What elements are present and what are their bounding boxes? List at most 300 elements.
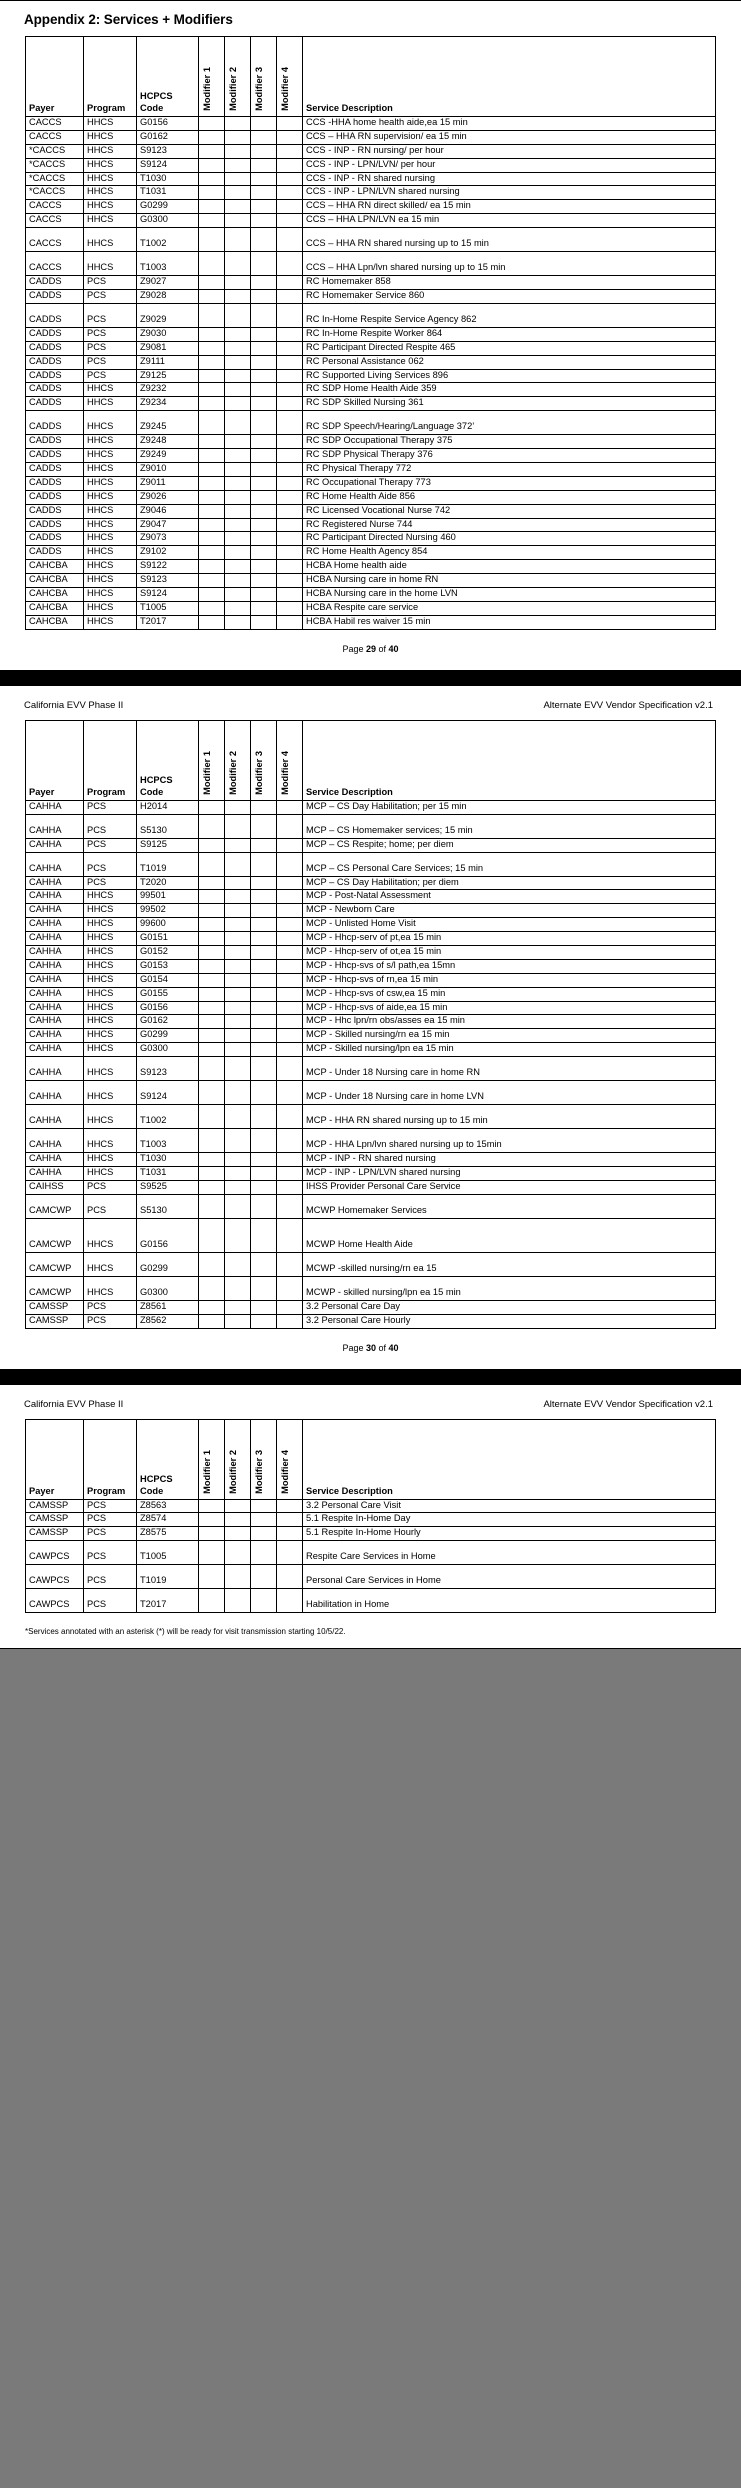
cell-modifier-2: [225, 1527, 251, 1541]
cell-modifier-1: [199, 490, 225, 504]
column-header-program: Program: [84, 1419, 137, 1499]
cell-modifier-4: [277, 1043, 303, 1057]
cell-payer: CAMSSP: [26, 1300, 84, 1314]
cell-payer: CAHHA: [26, 1105, 84, 1129]
cell-modifier-4: [277, 532, 303, 546]
cell-program: HHCS: [84, 228, 137, 252]
cell-modifier-3: [251, 838, 277, 852]
cell-modifier-2: [225, 838, 251, 852]
table-row: [26, 1541, 716, 1565]
cell-payer: CACCS: [26, 117, 84, 131]
cell-modifier-3: [251, 1015, 277, 1029]
cell-program: HHCS: [84, 601, 137, 615]
cell-modifier-4: [277, 1218, 303, 1252]
cell-program: PCS: [84, 1194, 137, 1218]
cell-program: PCS: [84, 341, 137, 355]
cell-hcpcs-code: T1003: [137, 1129, 199, 1153]
cell-modifier-2: [225, 574, 251, 588]
column-header-modifier-1: [199, 1419, 225, 1499]
cell-hcpcs-code: T1003: [137, 252, 199, 276]
services-table-wrapper: [10, 27, 731, 630]
cell-modifier-4: [277, 1081, 303, 1105]
cell-modifier-4: [277, 383, 303, 397]
table-row: [26, 449, 716, 463]
column-header-payer: Payer: [26, 720, 84, 800]
cell-modifier-4: [277, 252, 303, 276]
cell-hcpcs-code: S9122: [137, 560, 199, 574]
cell-payer: CACCS: [26, 228, 84, 252]
cell-modifier-4: [277, 1589, 303, 1613]
cell-modifier-1: [199, 504, 225, 518]
cell-payer: CAMSSP: [26, 1527, 84, 1541]
cell-modifier-3: [251, 987, 277, 1001]
cell-program: PCS: [84, 1314, 137, 1328]
cell-modifier-4: [277, 449, 303, 463]
table-row: [26, 518, 716, 532]
cell-program: PCS: [84, 1565, 137, 1589]
cell-modifier-2: [225, 130, 251, 144]
cell-program: HHCS: [84, 130, 137, 144]
cell-modifier-3: [251, 560, 277, 574]
cell-modifier-2: [225, 1001, 251, 1015]
cell-modifier-2: [225, 341, 251, 355]
cell-modifier-1: [199, 411, 225, 435]
cell-program: HHCS: [84, 987, 137, 1001]
cell-payer: CAHHA: [26, 1029, 84, 1043]
cell-program: HHCS: [84, 1001, 137, 1015]
cell-hcpcs-code: G0162: [137, 130, 199, 144]
page-footer-prefix: Page: [342, 1342, 366, 1353]
cell-modifier-4: [277, 303, 303, 327]
cell-payer: CAHHA: [26, 1166, 84, 1180]
cell-modifier-3: [251, 397, 277, 411]
column-header-modifier-3: [251, 1419, 277, 1499]
table-row: [26, 327, 716, 341]
cell-modifier-3: [251, 144, 277, 158]
cell-modifier-1: [199, 303, 225, 327]
hcpcs-label-line1: HCPCS: [140, 91, 173, 102]
cell-modifier-1: [199, 228, 225, 252]
cell-modifier-1: [199, 814, 225, 838]
cell-modifier-3: [251, 1057, 277, 1081]
cell-modifier-4: [277, 1029, 303, 1043]
hcpcs-label-line2: Code: [140, 103, 164, 114]
cell-modifier-1: [199, 1589, 225, 1613]
cell-program: HHCS: [84, 1166, 137, 1180]
cell-hcpcs-code: Z9028: [137, 290, 199, 304]
table-row: [26, 504, 716, 518]
cell-modifier-1: [199, 1105, 225, 1129]
cell-hcpcs-code: Z8561: [137, 1300, 199, 1314]
table-row: [26, 1314, 716, 1328]
cell-modifier-1: [199, 987, 225, 1001]
table-row: [26, 973, 716, 987]
cell-service-description: RC SDP Skilled Nursing 361: [303, 397, 716, 411]
cell-program: PCS: [84, 355, 137, 369]
cell-service-description: MCP - Hhcp-svs of csw,ea 15 min: [303, 987, 716, 1001]
cell-modifier-2: [225, 1029, 251, 1043]
cell-payer: CAHHA: [26, 1153, 84, 1167]
table-row: [26, 1565, 716, 1589]
asterisk-footnote: *Services annotated with an asterisk (*) will be ready for visit transmission starting 10/5/22.: [25, 1627, 346, 1637]
cell-hcpcs-code: T1002: [137, 1105, 199, 1129]
cell-modifier-3: [251, 172, 277, 186]
cell-modifier-3: [251, 1314, 277, 1328]
cell-hcpcs-code: G0299: [137, 1029, 199, 1043]
cell-modifier-2: [225, 1252, 251, 1276]
table-row: [26, 800, 716, 814]
cell-modifier-3: [251, 214, 277, 228]
cell-program: HHCS: [84, 435, 137, 449]
modifier-1-label: Modifier 1: [202, 1449, 212, 1494]
cell-modifier-2: [225, 214, 251, 228]
cell-program: HHCS: [84, 158, 137, 172]
cell-hcpcs-code: S9123: [137, 1057, 199, 1081]
cell-modifier-4: [277, 876, 303, 890]
table-row: [26, 1252, 716, 1276]
cell-payer: CADDS: [26, 276, 84, 290]
table-row: [26, 303, 716, 327]
cell-service-description: CCS – HHA LPN/LVN ea 15 min: [303, 214, 716, 228]
services-table-wrapper: [10, 1410, 731, 1614]
cell-payer: CAHHA: [26, 1057, 84, 1081]
cell-payer: CADDS: [26, 303, 84, 327]
cell-program: PCS: [84, 1589, 137, 1613]
cell-payer: CAHHA: [26, 838, 84, 852]
page-separator: [0, 1370, 741, 1384]
cell-modifier-3: [251, 1129, 277, 1153]
cell-hcpcs-code: T2017: [137, 1589, 199, 1613]
cell-modifier-2: [225, 945, 251, 959]
cell-modifier-4: [277, 1513, 303, 1527]
cell-hcpcs-code: G0300: [137, 1043, 199, 1057]
cell-hcpcs-code: S9124: [137, 588, 199, 602]
cell-modifier-2: [225, 918, 251, 932]
page-footer: [10, 630, 731, 670]
cell-service-description: MCWP -skilled nursing/rn ea 15: [303, 1252, 716, 1276]
cell-payer: CADDS: [26, 490, 84, 504]
cell-modifier-4: [277, 945, 303, 959]
cell-modifier-2: [225, 144, 251, 158]
modifier-4-label: Modifier 4: [280, 1449, 290, 1494]
cell-modifier-3: [251, 303, 277, 327]
cell-hcpcs-code: S9525: [137, 1180, 199, 1194]
cell-modifier-1: [199, 959, 225, 973]
cell-modifier-3: [251, 945, 277, 959]
cell-modifier-1: [199, 172, 225, 186]
cell-program: HHCS: [84, 144, 137, 158]
cell-modifier-1: [199, 117, 225, 131]
modifier-1-label: Modifier 1: [202, 750, 212, 795]
cell-hcpcs-code: G0153: [137, 959, 199, 973]
cell-modifier-1: [199, 918, 225, 932]
cell-program: HHCS: [84, 504, 137, 518]
table-row: [26, 383, 716, 397]
cell-modifier-2: [225, 463, 251, 477]
table-row: [26, 588, 716, 602]
cell-service-description: CCS - INP - LPN/LVN/ per hour: [303, 158, 716, 172]
cell-service-description: MCWP Home Health Aide: [303, 1218, 716, 1252]
cell-modifier-3: [251, 276, 277, 290]
page-30: [0, 685, 741, 1370]
cell-modifier-1: [199, 383, 225, 397]
column-header-modifier-2: [225, 720, 251, 800]
cell-program: HHCS: [84, 904, 137, 918]
cell-program: HHCS: [84, 1218, 137, 1252]
page-separator: [0, 671, 741, 685]
cell-program: HHCS: [84, 973, 137, 987]
cell-modifier-1: [199, 327, 225, 341]
cell-modifier-4: [277, 172, 303, 186]
cell-modifier-3: [251, 1194, 277, 1218]
cell-modifier-1: [199, 1252, 225, 1276]
cell-hcpcs-code: T1030: [137, 172, 199, 186]
modifier-2-label: Modifier 2: [228, 1449, 238, 1494]
cell-modifier-2: [225, 987, 251, 1001]
cell-payer: CAMCWP: [26, 1218, 84, 1252]
cell-modifier-3: [251, 973, 277, 987]
cell-payer: CADDS: [26, 504, 84, 518]
cell-service-description: MCP - Unlisted Home Visit: [303, 918, 716, 932]
table-row: [26, 355, 716, 369]
cell-program: HHCS: [84, 1252, 137, 1276]
table-row: [26, 546, 716, 560]
cell-modifier-1: [199, 1153, 225, 1167]
services-table-wrapper: [10, 711, 731, 1329]
cell-modifier-4: [277, 814, 303, 838]
cell-modifier-4: [277, 615, 303, 629]
table-row: [26, 574, 716, 588]
running-header: [10, 686, 731, 711]
cell-modifier-4: [277, 1166, 303, 1180]
running-header-right: Alternate EVV Vendor Specification v2.1: [543, 699, 713, 711]
cell-modifier-3: [251, 200, 277, 214]
cell-modifier-3: [251, 615, 277, 629]
cell-payer: CADDS: [26, 383, 84, 397]
cell-modifier-2: [225, 1499, 251, 1513]
cell-hcpcs-code: 99600: [137, 918, 199, 932]
cell-program: PCS: [84, 814, 137, 838]
cell-modifier-2: [225, 588, 251, 602]
cell-modifier-1: [199, 932, 225, 946]
table-row: [26, 435, 716, 449]
cell-hcpcs-code: 99501: [137, 890, 199, 904]
cell-program: PCS: [84, 1499, 137, 1513]
cell-hcpcs-code: Z9111: [137, 355, 199, 369]
cell-modifier-4: [277, 890, 303, 904]
cell-modifier-1: [199, 214, 225, 228]
table-row: [26, 852, 716, 876]
cell-modifier-1: [199, 435, 225, 449]
cell-service-description: RC Personal Assistance 062: [303, 355, 716, 369]
services-table: [25, 720, 716, 1329]
cell-service-description: CCS – HHA RN direct skilled/ ea 15 min: [303, 200, 716, 214]
cell-modifier-2: [225, 504, 251, 518]
cell-modifier-4: [277, 838, 303, 852]
table-row: [26, 1057, 716, 1081]
cell-modifier-4: [277, 214, 303, 228]
cell-modifier-3: [251, 1252, 277, 1276]
cell-modifier-3: [251, 355, 277, 369]
cell-modifier-1: [199, 290, 225, 304]
cell-hcpcs-code: T1019: [137, 852, 199, 876]
cell-payer: CADDS: [26, 546, 84, 560]
cell-service-description: Habilitation in Home: [303, 1589, 716, 1613]
cell-payer: CAHHA: [26, 890, 84, 904]
cell-payer: CAMCWP: [26, 1252, 84, 1276]
running-header-right: Alternate EVV Vendor Specification v2.1: [543, 1398, 713, 1410]
table-row: [26, 1513, 716, 1527]
cell-modifier-1: [199, 463, 225, 477]
cell-hcpcs-code: S9124: [137, 1081, 199, 1105]
cell-modifier-2: [225, 290, 251, 304]
cell-modifier-1: [199, 449, 225, 463]
table-row: [26, 560, 716, 574]
cell-program: HHCS: [84, 890, 137, 904]
table-row: [26, 1029, 716, 1043]
cell-program: PCS: [84, 1527, 137, 1541]
cell-service-description: CCS - INP - RN nursing/ per hour: [303, 144, 716, 158]
cell-modifier-1: [199, 355, 225, 369]
cell-modifier-2: [225, 397, 251, 411]
page-content: [0, 1385, 741, 1649]
cell-payer: CAHHA: [26, 904, 84, 918]
cell-modifier-2: [225, 449, 251, 463]
cell-hcpcs-code: T1005: [137, 601, 199, 615]
cell-service-description: CCS – HHA RN supervision/ ea 15 min: [303, 130, 716, 144]
modifier-3-label: Modifier 3: [254, 67, 264, 112]
cell-payer: CACCS: [26, 130, 84, 144]
cell-modifier-4: [277, 130, 303, 144]
cell-modifier-2: [225, 117, 251, 131]
cell-modifier-1: [199, 1194, 225, 1218]
cell-hcpcs-code: G0154: [137, 973, 199, 987]
table-row: [26, 341, 716, 355]
column-header-modifier-2: [225, 1419, 251, 1499]
cell-modifier-2: [225, 355, 251, 369]
cell-service-description: MCP – CS Respite; home; per diem: [303, 838, 716, 852]
cell-service-description: RC Homemaker Service 860: [303, 290, 716, 304]
cell-program: HHCS: [84, 546, 137, 560]
running-header-left: California EVV Phase II: [24, 699, 124, 711]
services-table: [25, 36, 716, 630]
cell-hcpcs-code: Z9248: [137, 435, 199, 449]
cell-program: HHCS: [84, 532, 137, 546]
cell-modifier-1: [199, 1565, 225, 1589]
table-row: [26, 172, 716, 186]
cell-program: PCS: [84, 800, 137, 814]
cell-modifier-3: [251, 1513, 277, 1527]
cell-modifier-4: [277, 1314, 303, 1328]
cell-payer: CADDS: [26, 518, 84, 532]
column-header-service-description: Service Description: [303, 37, 716, 117]
cell-modifier-4: [277, 397, 303, 411]
cell-modifier-3: [251, 1565, 277, 1589]
cell-modifier-3: [251, 1105, 277, 1129]
cell-service-description: 3.2 Personal Care Day: [303, 1300, 716, 1314]
cell-program: PCS: [84, 838, 137, 852]
cell-payer: CAMCWP: [26, 1194, 84, 1218]
cell-modifier-4: [277, 369, 303, 383]
cell-modifier-2: [225, 172, 251, 186]
hcpcs-label-line1: HCPCS: [140, 774, 173, 785]
cell-modifier-3: [251, 463, 277, 477]
cell-program: HHCS: [84, 560, 137, 574]
cell-modifier-3: [251, 1541, 277, 1565]
column-header-service-description: Service Description: [303, 720, 716, 800]
cell-hcpcs-code: G0299: [137, 200, 199, 214]
cell-program: HHCS: [84, 476, 137, 490]
page-total: 40: [388, 1342, 399, 1353]
table-row: [26, 1180, 716, 1194]
table-row: [26, 290, 716, 304]
cell-modifier-4: [277, 1276, 303, 1300]
cell-hcpcs-code: T1019: [137, 1565, 199, 1589]
cell-service-description: MCP - Under 18 Nursing care in home RN: [303, 1057, 716, 1081]
cell-modifier-4: [277, 1541, 303, 1565]
cell-service-description: RC Participant Directed Respite 465: [303, 341, 716, 355]
cell-service-description: RC Physical Therapy 772: [303, 463, 716, 477]
cell-modifier-4: [277, 200, 303, 214]
cell-program: HHCS: [84, 959, 137, 973]
cell-modifier-2: [225, 276, 251, 290]
cell-payer: *CACCS: [26, 144, 84, 158]
cell-payer: CADDS: [26, 463, 84, 477]
cell-modifier-1: [199, 1029, 225, 1043]
cell-modifier-1: [199, 341, 225, 355]
cell-payer: CADDS: [26, 355, 84, 369]
cell-modifier-1: [199, 876, 225, 890]
cell-program: HHCS: [84, 172, 137, 186]
cell-modifier-2: [225, 1129, 251, 1153]
table-header-row: [26, 37, 716, 117]
cell-modifier-2: [225, 383, 251, 397]
cell-program: PCS: [84, 276, 137, 290]
cell-service-description: HCBA Nursing care in home RN: [303, 574, 716, 588]
table-row: [26, 959, 716, 973]
cell-modifier-3: [251, 1081, 277, 1105]
table-row: [26, 838, 716, 852]
cell-modifier-1: [199, 252, 225, 276]
cell-payer: CAHCBA: [26, 588, 84, 602]
cell-payer: CADDS: [26, 532, 84, 546]
cell-modifier-3: [251, 383, 277, 397]
cell-hcpcs-code: S9125: [137, 838, 199, 852]
table-row: [26, 463, 716, 477]
cell-modifier-2: [225, 411, 251, 435]
cell-service-description: MCP - Post-Natal Assessment: [303, 890, 716, 904]
cell-service-description: RC Supported Living Services 896: [303, 369, 716, 383]
cell-modifier-4: [277, 327, 303, 341]
table-row: [26, 814, 716, 838]
cell-hcpcs-code: T1005: [137, 1541, 199, 1565]
cell-modifier-4: [277, 1105, 303, 1129]
cell-service-description: MCP - Skilled nursing/rn ea 15 min: [303, 1029, 716, 1043]
cell-service-description: MCP - Hhcp-serv of pt,ea 15 min: [303, 932, 716, 946]
cell-program: HHCS: [84, 518, 137, 532]
cell-modifier-3: [251, 959, 277, 973]
cell-modifier-2: [225, 546, 251, 560]
cell-modifier-1: [199, 890, 225, 904]
cell-modifier-1: [199, 518, 225, 532]
cell-modifier-2: [225, 1300, 251, 1314]
table-row: [26, 214, 716, 228]
cell-modifier-3: [251, 130, 277, 144]
cell-hcpcs-code: Z8574: [137, 1513, 199, 1527]
column-header-payer: Payer: [26, 1419, 84, 1499]
cell-hcpcs-code: G0156: [137, 1001, 199, 1015]
cell-service-description: MCP - Skilled nursing/lpn ea 15 min: [303, 1043, 716, 1057]
